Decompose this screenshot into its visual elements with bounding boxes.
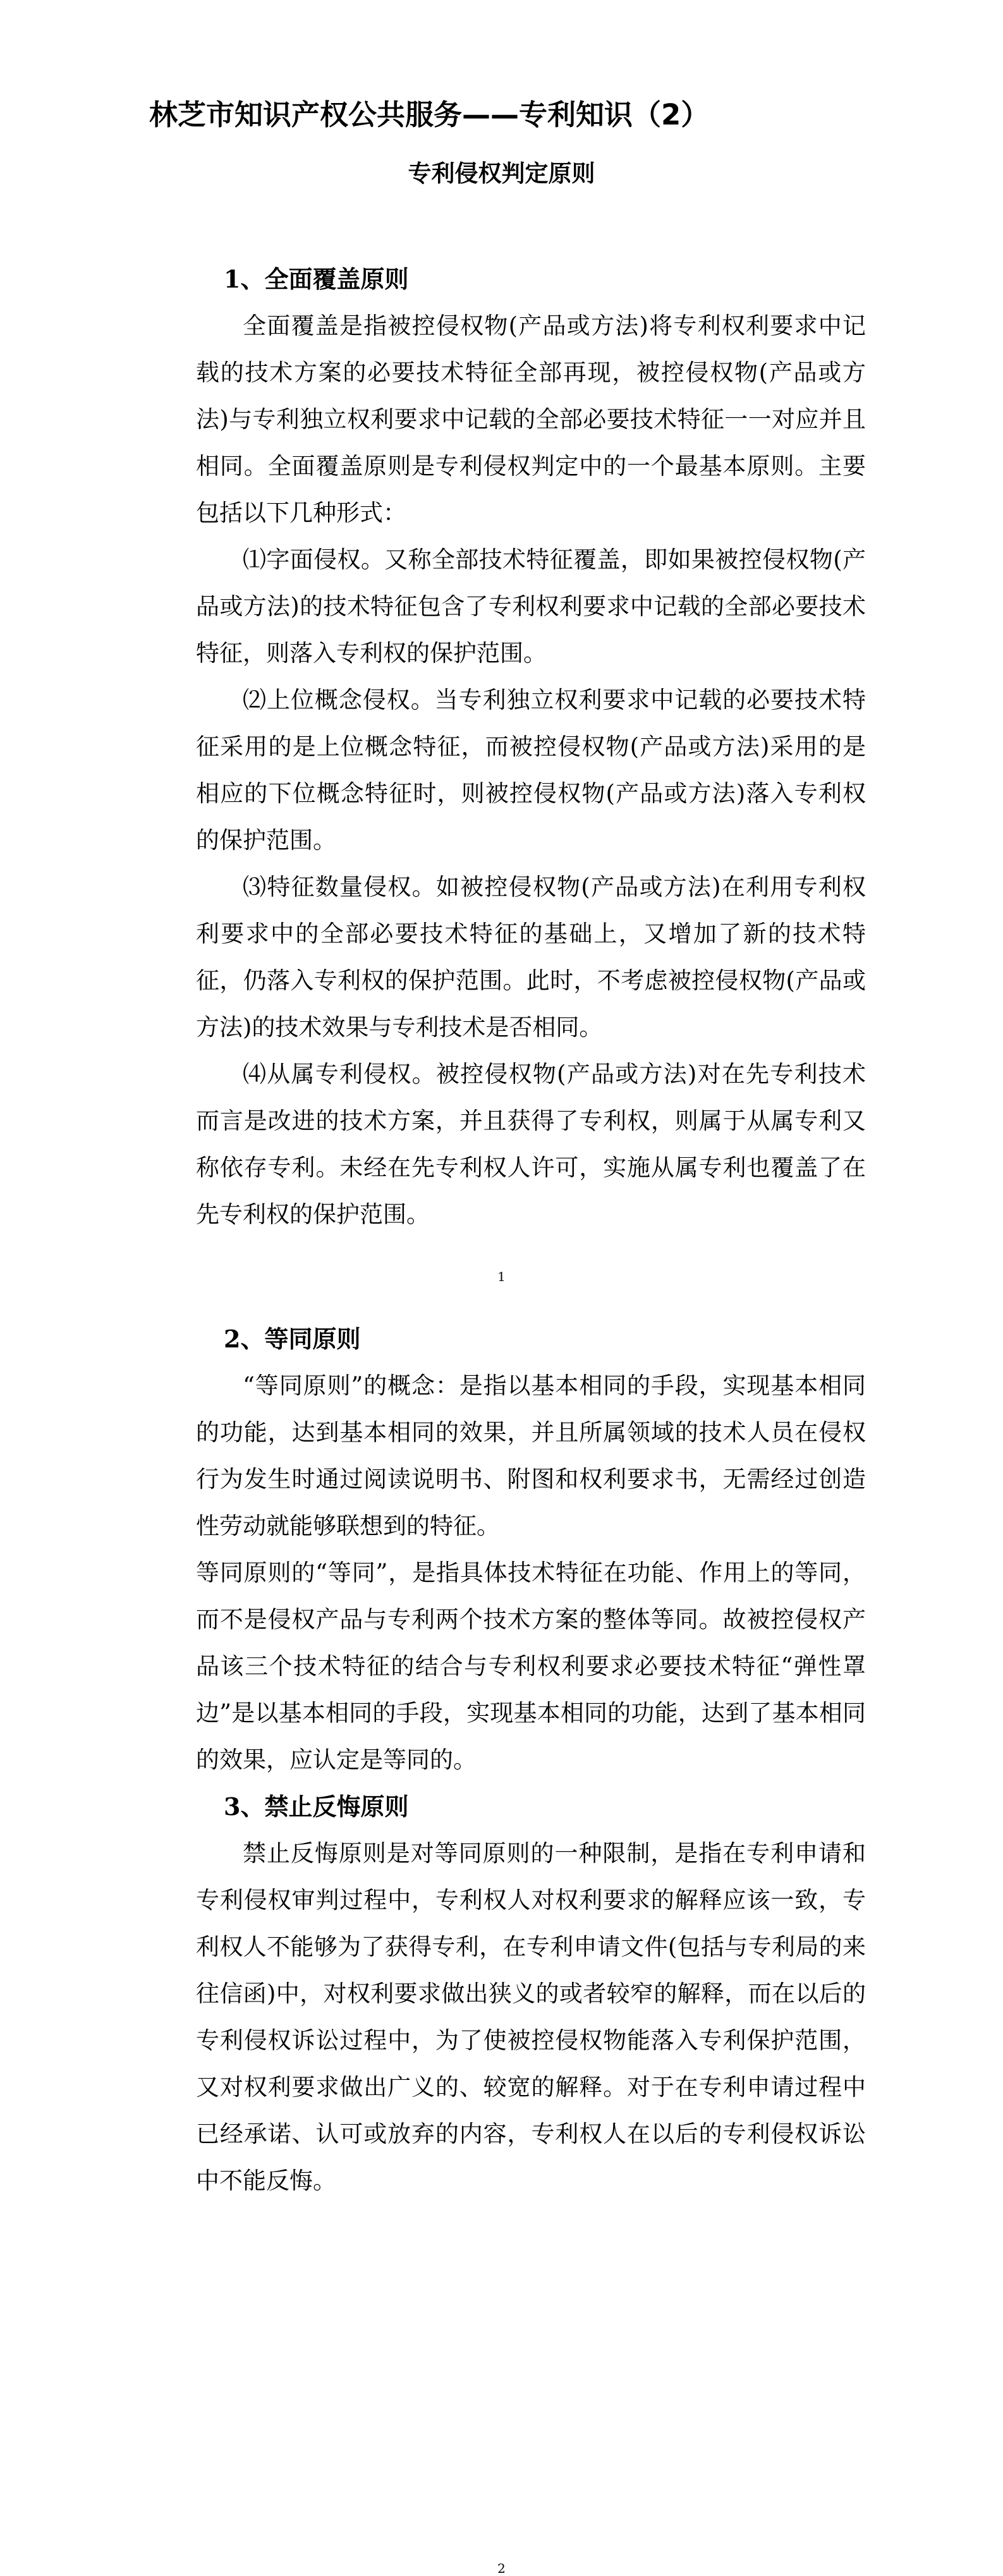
body-paragraph: 禁止反悔原则是对等同原则的一种限制，是指在专利申请和专利侵权审判过程中，专利权人对权利要求的解释应该一致，专利权人不能够为了获得专利，在专利申请文件(包括与专利局的来往信函)中，对权利要求做出狭义的或者较窄的解释，而在以后的专利侵权诉讼过程中，为了使被控侵权物能落入专利保护范围，又对权利要求做出广义的、较宽的解释。对于在专利申请过程中已经承诺、认可或放弃的内容，专利权人在以后的专利侵权诉讼中不能反悔。 <box>196 1840 866 2194</box>
section-equivalence <box>196 1316 866 1783</box>
body-paragraph: ⑴字面侵权。又称全部技术特征覆盖，即如果被控侵权物(产品或方法)的技术特征包含了专利权利要求中记载的全部必要技术特征，则落入专利权的保护范围。 <box>196 546 866 667</box>
section-heading: 1、全面覆盖原则 <box>224 265 409 293</box>
section-full-coverage <box>196 256 866 1238</box>
body-paragraph: ⑷从属专利侵权。被控侵权物(产品或方法)对在先专利技术而言是改进的技术方案，并且获得了专利权，则属于从属专利又称依存专利。未经在先专利权人许可，实施从属专利也覆盖了在先专利权的保护范围。 <box>196 1060 866 1228</box>
body-paragraph: ⑵上位概念侵权。当专利独立权利要求中记载的必要技术特征采用的是上位概念特征，而被控侵权物(产品或方法)采用的是相应的下位概念特征时，则被控侵权物(产品或方法)落入专利权的保护范围。 <box>196 686 866 854</box>
body-paragraph: ⑶特征数量侵权。如被控侵权物(产品或方法)在利用专利权利要求中的全部必要技术特征的基础上，又增加了新的技术特征，仍落入专利权的保护范围。此时，不考虑被控侵权物(产品或方法)的技术效果与专利技术是否相同。 <box>196 873 866 1041</box>
document-page-1 <box>0 0 1003 1287</box>
page-number: 1 <box>497 1269 506 1284</box>
section-estoppel <box>196 1783 866 2204</box>
body-paragraph: 全面覆盖是指被控侵权物(产品或方法)将专利权利要求中记载的技术方案的必要技术特征全部再现，被控侵权物(产品或方法)与专利独立权利要求中记载的全部必要技术特征一一对应并且相同。全面覆盖原则是专利侵权判定中的一个最基本原则。主要包括以下几种形式： <box>196 312 866 526</box>
document-subtitle: 专利侵权判定原则 <box>408 160 595 187</box>
document-page-2 <box>0 1287 1003 2575</box>
body-paragraph: “等同原则”的概念：是指以基本相同的手段，实现基本相同的功能，达到基本相同的效果，并且所属领域的技术人员在侵权行为发生时通过阅读说明书、附图和权利要求书，无需经过创造性劳动就能够联想到的特征。 <box>196 1372 866 1540</box>
body-paragraph: 等同原则的“等同”，是指具体技术特征在功能、作用上的等同，而不是侵权产品与专利两个技术方案的整体等同。故被控侵权产品该三个技术特征的结合与专利权利要求必要技术特征“弹性罩边”是以基本相同的手段，实现基本相同的功能，达到了基本相同的效果，应认定是等同的。 <box>196 1559 866 1773</box>
document-title: 林芝市知识产权公共服务——专利知识（2） <box>149 98 710 131</box>
page-1-content <box>196 256 866 1238</box>
page-2-content <box>196 1316 866 2204</box>
section-heading: 2、等同原则 <box>224 1325 361 1353</box>
section-heading: 3、禁止反悔原则 <box>224 1792 409 1821</box>
page-number: 2 <box>497 2561 506 2576</box>
